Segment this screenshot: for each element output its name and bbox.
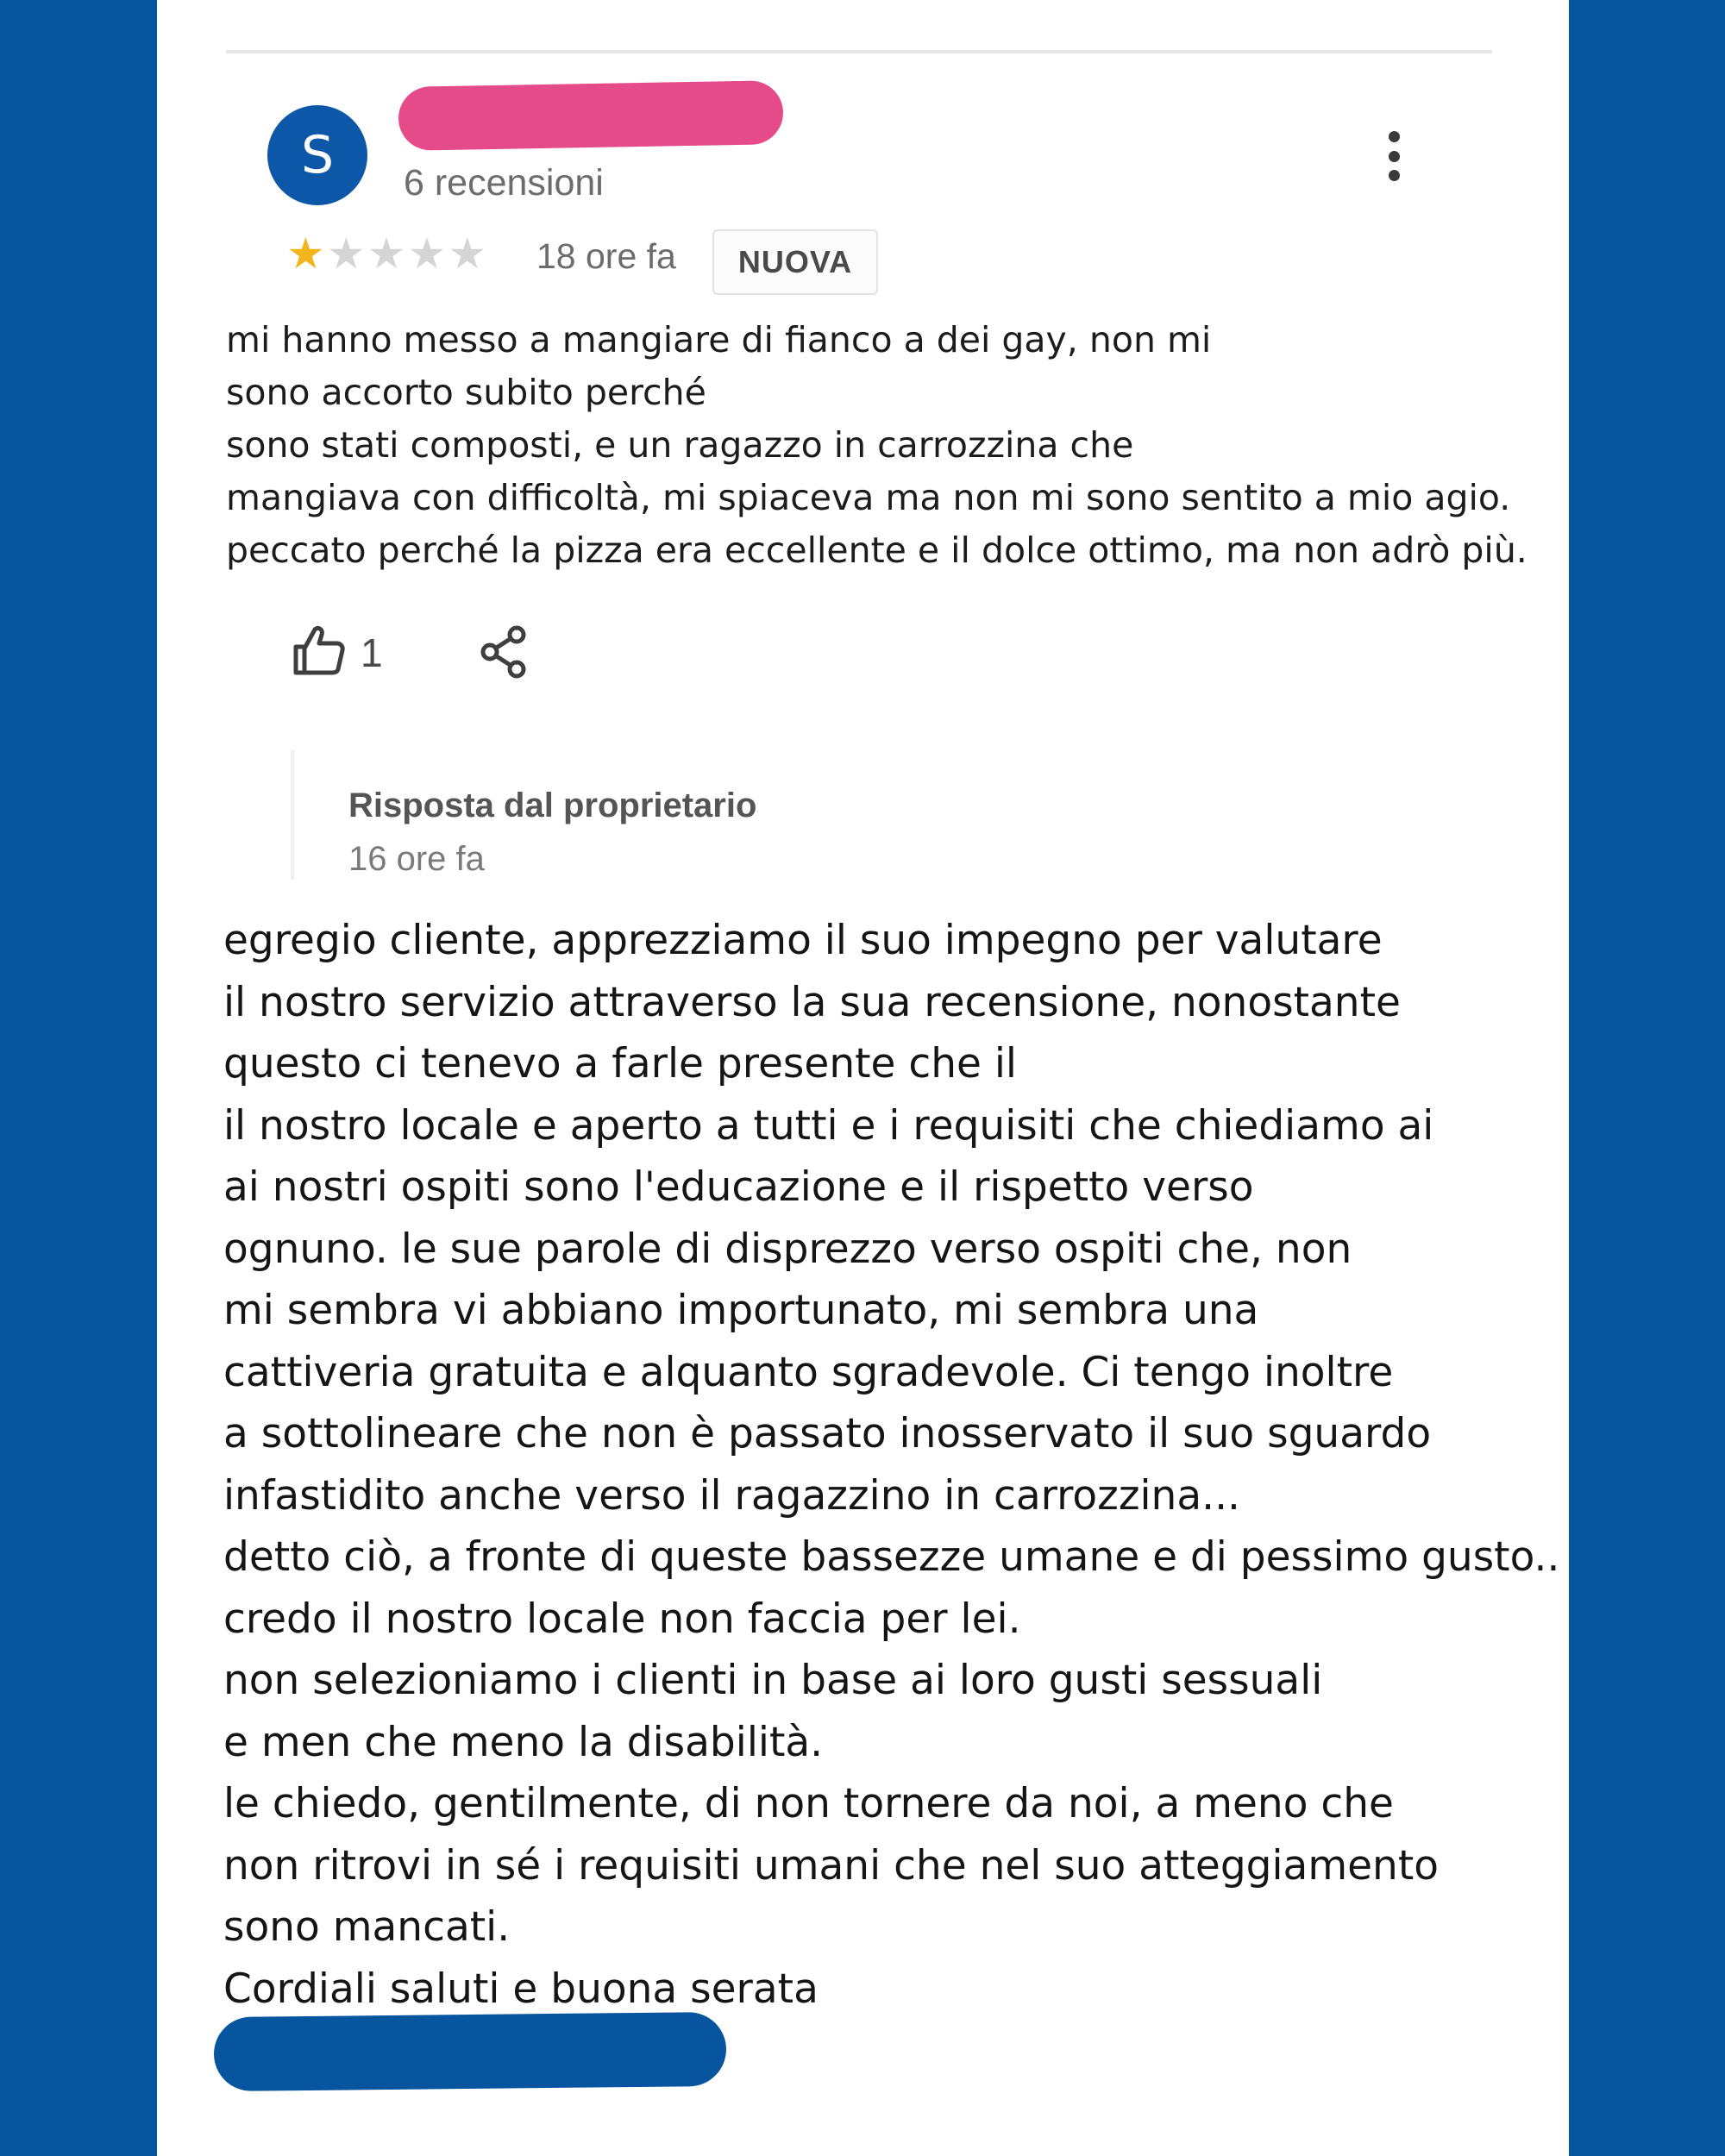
star-rating	[286, 229, 488, 279]
reply-line: non ritrovi in sé i requisiti umani che nel suo atteggiamento	[223, 1841, 1440, 1890]
reply-line: Cordiali saluti e buona serata	[223, 1965, 819, 2013]
review-time: 18 ore fa	[536, 236, 676, 276]
new-badge: NUOVA	[712, 229, 878, 295]
reply-line: a sottolineare che non è passato inosservato il suo sguardo	[223, 1410, 1432, 1457]
reply-line: infastidito anche verso il ragazzino in carrozzina...	[223, 1471, 1240, 1520]
review-line: sono accorto subito perché	[226, 372, 706, 413]
top-divider	[226, 50, 1492, 53]
reply-text	[223, 910, 1569, 2020]
review-line: sono stati composti, e un ragazzo in carrozzina che	[226, 424, 1134, 466]
like-count: 1	[361, 630, 383, 675]
reply-line: detto ciò, a fronte di queste bassezze umane e di pessimo gusto..	[223, 1533, 1560, 1581]
review-line: mangiava con difficoltà, mi spiaceva ma non mi sono sentito a mio agio.	[226, 477, 1511, 518]
star-filled-icon: ★	[286, 229, 327, 279]
name-redaction	[398, 80, 783, 151]
review-line: mi hanno messo a mangiare di fianco a dei gay, non mi	[226, 319, 1212, 360]
reply-line: le chiedo, gentilmente, di non tornere da noi, a meno che	[223, 1780, 1394, 1827]
review-text	[226, 314, 1554, 577]
review-count: 6 recensioni	[404, 162, 604, 204]
thumb-up-icon[interactable]	[291, 623, 346, 678]
reply-line: ai nostri ospiti sono l'educazione e il rispetto verso	[223, 1163, 1254, 1211]
reply-line: e men che meno la disabilità.	[223, 1718, 824, 1766]
reply-line: credo il nostro locale non faccia per lei.	[223, 1595, 1021, 1643]
star-empty-icon: ★	[407, 229, 448, 279]
reply-line: non selezioniamo i clienti in base ai loro gusti sessuali	[223, 1657, 1323, 1704]
reply-line: il nostro locale e aperto a tutti e i requisiti che chiediamo ai	[223, 1101, 1434, 1150]
review-line: peccato perché la pizza era eccellente e il dolce ottimo, ma non adrò più.	[226, 530, 1527, 571]
share-icon[interactable]	[478, 624, 530, 680]
star-empty-icon: ★	[448, 229, 489, 279]
reply-line: il nostro servizio attraverso la sua recensione, nonostante	[223, 978, 1401, 1026]
reply-title: Risposta dal proprietario	[348, 787, 757, 824]
reply-line: cattiveria gratuita e alquanto sgradevole. Ci tengo inoltre	[223, 1348, 1394, 1396]
reply-line: questo ci tenevo a farle presente che il	[223, 1040, 1017, 1087]
reply-time: 16 ore fa	[348, 840, 485, 878]
review-card	[157, 0, 1569, 2156]
reply-divider	[291, 750, 294, 880]
reply-line: sono mancati.	[223, 1903, 511, 1951]
signature-redaction	[214, 2012, 727, 2091]
star-empty-icon: ★	[326, 229, 367, 279]
avatar[interactable]: S	[267, 105, 367, 205]
reply-line: egregio cliente, apprezziamo il suo impegno per valutare	[223, 917, 1383, 964]
reply-line: mi sembra vi abbiano importunato, mi sembra una	[223, 1287, 1259, 1334]
reply-line: ognuno. le sue parole di disprezzo verso ospiti che, non	[223, 1225, 1352, 1273]
star-empty-icon: ★	[367, 229, 408, 279]
more-vert-icon[interactable]	[1383, 131, 1404, 181]
